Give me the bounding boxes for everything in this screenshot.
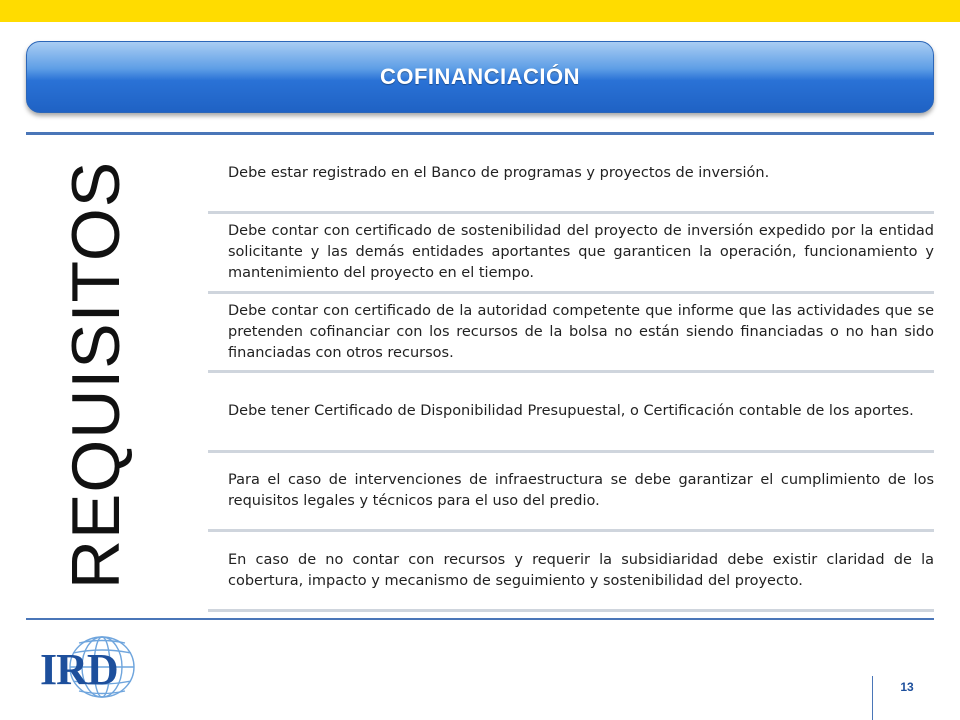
requirement-text: En caso de no contar con recursos y requerir la subsidiaridad debe existir claridad de la cobertura, impacto y mecanismo de seguimiento y sostenibilidad del proyecto. (228, 551, 934, 589)
ird-logo (38, 634, 142, 700)
requirement-item (208, 294, 934, 373)
footer-divider (26, 618, 934, 620)
page-number: 13 (900, 680, 914, 694)
requirement-text: Para el caso de intervenciones de infraestructura se debe garantizar el cumplimiento de los requisitos legales y técnicos para el uso del predio. (228, 472, 934, 509)
requirement-text: Debe contar con certificado de sostenibilidad del proyecto de inversión expedido por la entidad solicitante y las demás entidades aportantes que garanticen la operación, funcionamiento y mantenimiento del proyecto en el tiempo. (228, 223, 934, 281)
title-banner (26, 41, 934, 113)
side-title-text: REQUISITOS (58, 160, 134, 590)
header-divider (26, 132, 934, 135)
top-accent-bar (0, 0, 960, 22)
requirement-item (208, 532, 934, 612)
requirement-text: Debe tener Certificado de Disponibilidad Presupuestal, o Certificación contable de los aportes. (228, 403, 914, 419)
side-title (58, 160, 134, 590)
page-number-separator (872, 676, 873, 720)
logo-text: IRD (40, 645, 118, 694)
requirement-item (208, 453, 934, 532)
page-title: COFINANCIACIÓN (379, 64, 581, 89)
requirement-item (208, 136, 934, 214)
requirement-text: Debe contar con certificado de la autoridad competente que informe que las actividades que se pretenden cofinanciar con los recursos de la bolsa no están siendo financiadas o no han sido financiadas con otros recursos. (228, 302, 934, 361)
requirement-text: Debe estar registrado en el Banco de programas y proyectos de inversión. (228, 165, 770, 181)
requirement-item (208, 373, 934, 453)
requirement-item (208, 214, 934, 294)
requirements-list (208, 136, 934, 612)
